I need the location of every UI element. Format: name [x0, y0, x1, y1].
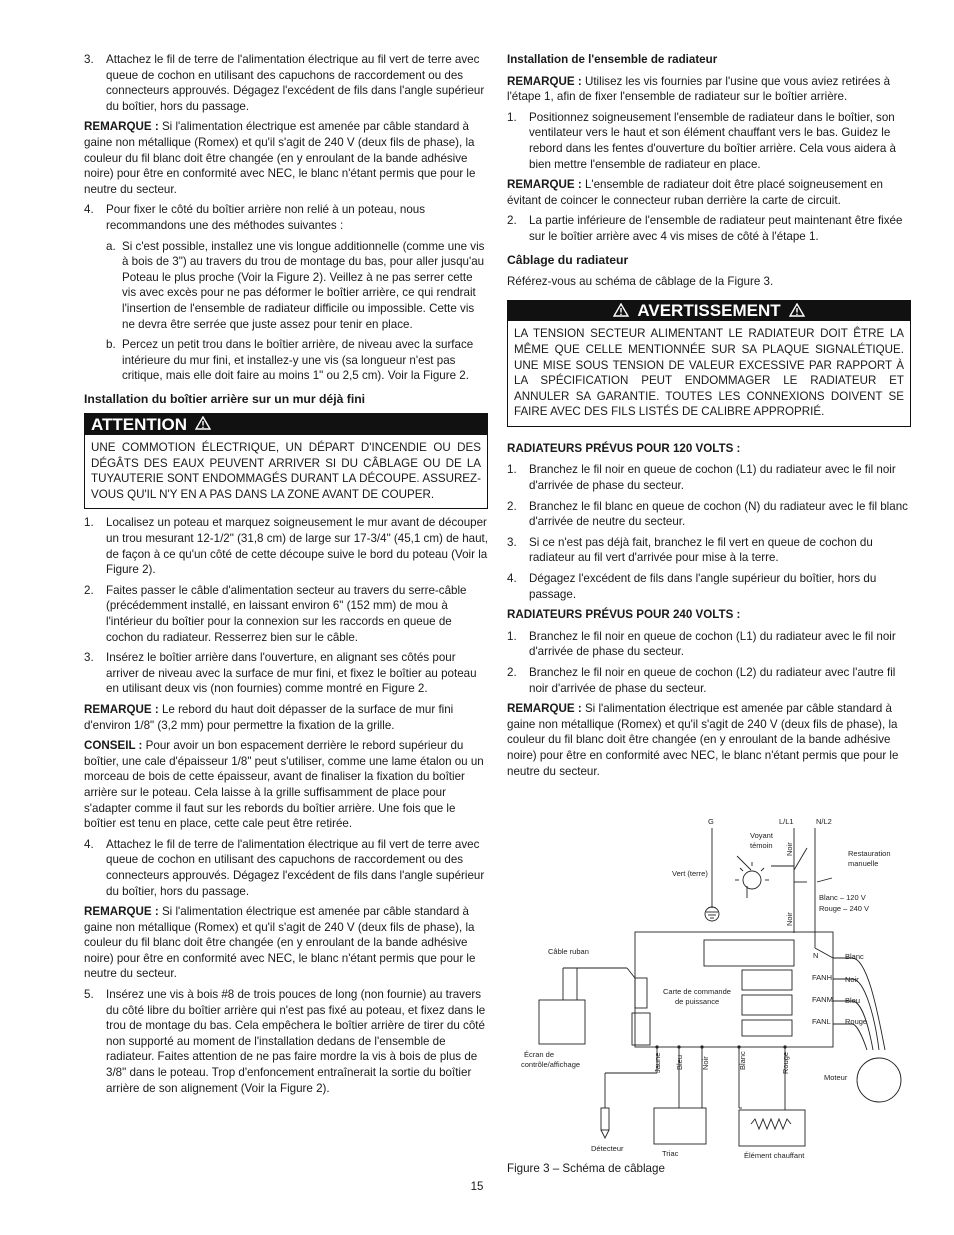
page-number: 15 [470, 1181, 484, 1193]
attention-body: UNE COMMOTION ÉLECTRIQUE, UN DÉPART D'INCENDIE OU DES DÉGÂTS DES EAUX PEUVENT ARRIVER SI DU CÂBLAGE OU DE LA TUYAUTERIE SONT ENDOMMAGÉS DURANT LA DÉCOUPE. ASSUREZ-VOUS QU'IL N'Y EN A PAS DANS LA ZONE AVANT DE COUPER. [91, 441, 481, 501]
left-column [84, 52, 488, 1101]
attention-header: ATTENTION [85, 414, 487, 435]
v120-step-1: 1. Branchez le fil noir en queue de cochon (L1) du radiateur avec le fil noir d'arrivée de phase du secteur. [507, 463, 896, 493]
label-carte-2: de puissance [675, 997, 720, 1006]
label-moteur: Moteur [824, 1073, 848, 1082]
note-paragraph: REMARQUE : Si l'alimentation électrique est amenée par câble standard à gaine non métallique (Romex) et qu'il s'agit de 240 V (deux fils de phase), la couleur du fil blanc doit être changée (en y enroulant de la bande adhésive noire) pour être en conformité avec NEC, le blanc n'étant permis que pour le neutre du secteur. [84, 120, 476, 196]
warning-triangle-icon [789, 303, 805, 320]
label-cable-ruban: Câble ruban [548, 947, 589, 956]
reference-text: Référez-vous au schéma de câblage de la Figure 3. [507, 275, 774, 289]
substep-b: b. Percez un petit trou dans le boîtier arrière, de niveau avec la surface intérieure du mur fini, et installez-y une vis (sa longueur n'est pas critique, mais elle doit faire au moins 1" ou 2,5 cm). Voir la Figure 2. [106, 338, 474, 383]
label-blanc-bottom: Blanc [738, 1051, 747, 1070]
v240-step-1: 1. Branchez le fil noir en queue de cochon (L1) du radiateur avec le fil noir d'arrivée de phase du secteur. [507, 629, 896, 659]
section-heading-wiring: Câblage du radiateur [507, 252, 629, 267]
note-paragraph: REMARQUE : Si l'alimentation électrique est amenée par câble standard à gaine non métallique (Romex) et qu'il s'agit de 240 V (deux fils de phase), la couleur du fil blanc doit être changée (en y enroulant de la bande adhésive noire) pour être en conformité avec NEC, le blanc n'étant permis que pour le neutre du secteur. [84, 905, 476, 981]
label-wire-bleu: Bleu [845, 996, 861, 1005]
note-paragraph: REMARQUE : Utilisez les vis fournies par l'usine que vous aviez retirées à l'étape 1, afin de fixer l'ensemble de radiateur sur le boîtier arrière. [507, 74, 891, 104]
label-triac: Triac [662, 1149, 679, 1158]
label-rouge-bottom: Rouge [781, 1051, 790, 1074]
v120-step-3: 3. Si ce n'est pas déjà fait, branchez le fil vert en queue de cochon du radiateur au fil vert d'arrivée pour mise à la terre. [507, 535, 873, 565]
label-bleu: Bleu [675, 1054, 684, 1070]
step-4-fixing: 4. Pour fixer le côté du boîtier arrière non relié à un poteau, nous recommandons une des méthodes suivantes : [84, 203, 426, 232]
assembly-step-1: 1. Positionnez soigneusement l'ensemble de radiateur dans le boîtier, son ventilateur vers le haut et son élément chauffant vers le bas. Guidez le rebord dans les fentes d'ouverture du boîtier arrière. Cela vous aidera à bien mettre l'ensemble de radiateur en place. [507, 110, 896, 171]
label-voyant: Voyant [750, 831, 773, 840]
pilot-light-icon [735, 862, 769, 889]
note-paragraph: REMARQUE : Si l'alimentation électrique est amenée par câble standard à gaine non métallique (Romex) et qu'il s'agit de 240 V (deux fils de phase), la couleur du fil blanc doit être changée (en y enroulant de la bande adhésive noire) pour être en conformité avec NEC, le blanc n'étant permis que pour le neutre du secteur. [507, 702, 899, 778]
note-paragraph: REMARQUE : L'ensemble de radiateur doit être placé soigneusement en évitant de coincer le connecteur ruban derrière la carte de circuit. [507, 178, 883, 207]
v240-step-2: 2. Branchez le fil noir en queue de cochon (L2) du radiateur avec l'autre fil noir d'arrivée de phase du secteur. [507, 666, 896, 695]
section-heading-120v: RADIATEURS PRÉVUS POUR 120 VOLTS : [507, 441, 741, 455]
warning-triangle-icon [613, 303, 629, 320]
substep-a: a. Si c'est possible, installez une vis longue additionnelle (comme une vis à bois de 3") au travers du trou de montage du bas, pour aller jusqu'au Poteau le plus proche (Voir la Figure 2). Veillez à ne pas serrer cette vis avec excès pour ne pas déformer le boîtier arrière, ce qui rendrait l'insertion de l'ensemble de radiateur difficile ou impossible. Cette vis ne devra être serrée que juste assez pour tenir en place. [106, 239, 485, 331]
label-g: G [708, 817, 714, 826]
label-temoin: témoin [750, 841, 773, 850]
label-ecran-1: Écran de [524, 1050, 555, 1059]
avertissement-header: AVERTISSEMENT [508, 301, 910, 322]
mount-step-4: 4. Attachez le fil de terre de l'alimentation électrique au fil vert de terre avec queue de cochon en utilisant des capuchons de raccordement ou des connecteurs approuvés. Dégagez l'excédent de fils dans l'angle supérieur du boîtier, hors du passage. [84, 837, 485, 898]
warning-triangle-icon [195, 416, 211, 433]
mount-step-1: 1. Localisez un poteau et marquez soigneusement le mur avant de découper un trou mesurant 12-1/2" (31,8 cm) de large sur 17-3/4" (45,1 cm) de haut, de façon à ce qu'un côté de cette découpe suive le bord du poteau (Voir la Figure 2). [84, 516, 488, 577]
label-wire-rouge: Rouge [845, 1017, 868, 1026]
section-heading-finished-wall: Installation du boîtier arrière sur un mur déjà fini [84, 391, 366, 406]
label-wire-noir: Noir [845, 975, 859, 984]
label-l1: L/L1 [779, 817, 794, 826]
label-noir-bottom: Noir [701, 1056, 710, 1070]
step-3-ground: 3. Attachez le fil de terre de l'alimentation électrique au fil vert de terre avec queue de cochon en utilisant des capuchons de raccordement ou des connecteurs approuvés. Dégagez l'excédent de fils dans l'angle supérieur du boîtier, hors du passage. [84, 53, 485, 113]
label-detecteur: Détecteur [591, 1144, 624, 1153]
label-manuelle: manuelle [848, 859, 879, 868]
label-n2: N/L2 [816, 817, 832, 826]
label-jaune: Jaune [653, 1052, 662, 1073]
avertissement-box [507, 300, 911, 427]
section-heading-assembly: Installation de l'ensemble de radiateur [507, 53, 718, 66]
label-wire-blanc: Blanc [845, 952, 864, 961]
note-paragraph: REMARQUE : Le rebord du haut doit dépasser de la surface de mur fini d'environ 1/8" (3,2 mm) pour permettre la fixation de la grille. [84, 702, 454, 732]
label-term-n: N [813, 951, 819, 960]
label-carte-1: Carte de commande [663, 987, 731, 996]
figure-caption: Figure 3 – Schéma de câblage [507, 1162, 665, 1175]
label-noir-top: Noir [785, 842, 794, 856]
assembly-step-2: 2. La partie inférieure de l'ensemble de radiateur peut maintenant être fixée sur le boîtier arrière avec 4 vis mises de côté à l'étape 1. [507, 214, 903, 243]
label-term-fanl: FANL [812, 1017, 831, 1026]
attention-box [84, 413, 488, 509]
section-heading-240v: RADIATEURS PRÉVUS POUR 240 VOLTS : [507, 608, 741, 622]
v120-step-2: 2. Branchez le fil blanc en queue de cochon (N) du radiateur avec le fil blanc d'arrivée de neutre du secteur. [507, 499, 908, 529]
ground-icon [705, 907, 719, 921]
avertissement-body: LA TENSION SECTEUR ALIMENTANT LE RADIATEUR DOIT ÊTRE LA MÊME QUE CELLE MENTIONNÉE SUR SA PLAQUE SIGNALÉTIQUE. UNE MISE SOUS TENSION DE VALEUR EXCESSIVE PAR RAPPORT À LA SPÉCIFICATION PEUT ENDOMMAGER LE RADIATEUR ET ANNULER SA GARANTIE. TOUTES LES CONNEXIONS DOIVENT SE FAIRE AVEC DES FILS LISTÉS DE CALIBRE APPROPRIÉ. [514, 327, 904, 419]
right-column [507, 52, 911, 784]
label-rouge-240: Rouge – 240 V [819, 904, 870, 913]
mount-step-5: 5. Insérez une vis à bois #8 de trois pouces de long (non fournie) au travers du côté libre du boîtier arrière qui n'est pas fixé au poteau, et fixez dans le trou de montage du bas. Cela empêchera le boîtier arrière de tirer du côté non supporté au moment de l'installation dedans de l'ensemble de radiateur. Faites attention de ne pas faire mordre la vis à bois de plus de 3/8" dans le poteau. Trop d'enfoncement entraînerait la sortie du boîtier arrière de son alignement (Voir la Figure 2). [84, 988, 486, 1095]
mount-step-2: 2. Faites passer le câble d'alimentation secteur au travers du serre-câble (précédemment installé, en laissant environ 6" (152 mm) de mou à l'intérieur du boîtier pour la connexion sur les raccords en queue de cochon du radiateur. Resserrez bien sur le câble. [84, 583, 467, 644]
wiring-diagram [507, 808, 911, 1164]
label-ecran-2: contrôle/affichage [521, 1060, 581, 1069]
label-noir-side: Noir [785, 912, 794, 926]
v120-step-4: 4. Dégagez l'excédent de fils dans l'angle supérieur du boîtier, hors du passage. [507, 572, 877, 601]
label-restauration: Restauration [848, 849, 891, 858]
label-element: Élément chauffant [744, 1151, 805, 1160]
label-term-fanm: FANM [812, 995, 833, 1004]
label-vert: Vert (terre) [672, 869, 708, 878]
label-blanc-120: Blanc – 120 V [819, 893, 866, 902]
tip-paragraph: CONSEIL : Pour avoir un bon espacement derrière le rebord supérieur du boîtier, une cale d'épaisseur 1/8" peut s'utiliser, comme une lame étalon ou un morceau de bois de cette épaisseur, avant de finaliser la fixation du boîtier arrière sur le poteau. Cela laisse à la grille suffisamment de place pour s'adapter comme il faut sur les rebords du boîtier arrière. Une fois que le boîtier est tenu en place, cette cale peut être retirée. [84, 739, 484, 831]
mount-step-3: 3. Insérez le boîtier arrière dans l'ouverture, en alignant ses côtés pour arriver de niveau avec la surface de mur fini, et fixez le boîtier au poteau en utilisant deux vis (non fournies) comme montré en Figure 2. [84, 651, 477, 696]
label-term-fanh: FANH [812, 973, 833, 982]
